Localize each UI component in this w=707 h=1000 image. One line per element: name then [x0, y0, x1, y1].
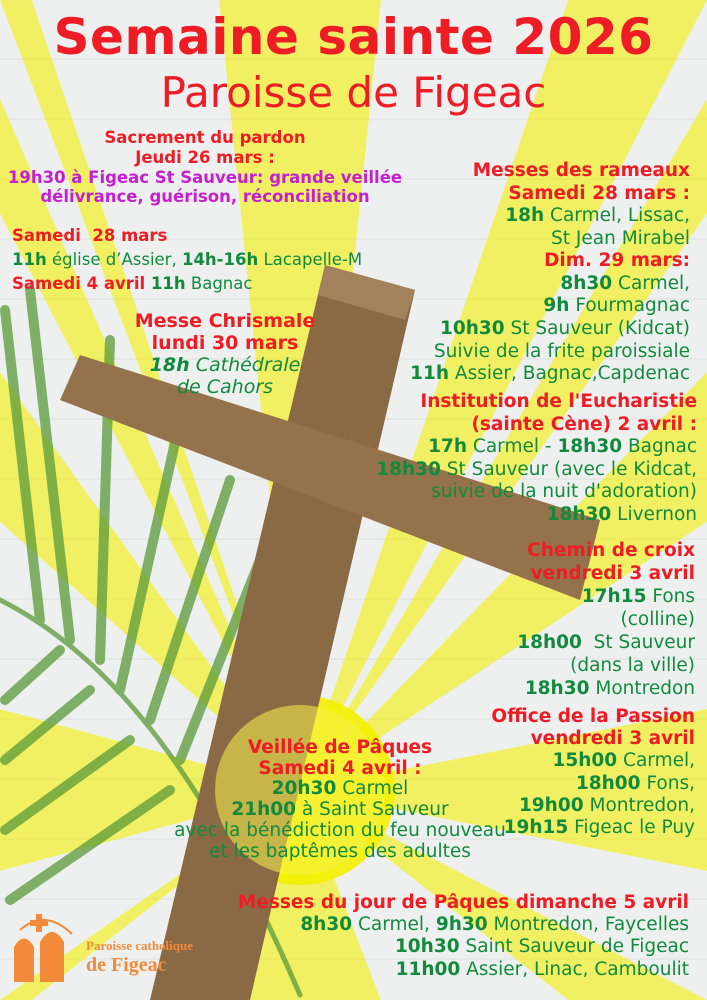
- time-text: 8h30: [300, 914, 353, 936]
- time-text: 8h30: [560, 272, 613, 294]
- schedule-line: [238, 936, 689, 958]
- schedule-line: [517, 655, 695, 678]
- schedule-text: et les baptêmes des adultes: [209, 840, 471, 862]
- schedule-line: [517, 563, 695, 586]
- schedule-text: Institution de l'Eucharistie: [420, 391, 697, 412]
- time-text: 18h30: [557, 436, 623, 458]
- time-text: 18h: [149, 353, 190, 376]
- schedule-text: St Jean Mirabel: [551, 227, 690, 249]
- time-text: 15h00: [552, 750, 618, 772]
- schedule-text: Dim. 29 mars:: [544, 250, 690, 272]
- schedule-text: Carmel,: [617, 750, 695, 772]
- schedule-text: Figeac le Puy: [568, 816, 695, 838]
- schedule-text: Cathédrale: [189, 353, 301, 376]
- time-text: 18h30: [524, 677, 590, 699]
- schedule-text: Jeudi 26 mars :: [135, 147, 275, 167]
- church-cross-icon: [10, 912, 80, 992]
- schedule-line: [12, 224, 362, 248]
- time-text: 17h15: [581, 585, 647, 607]
- schedule-line: [238, 914, 689, 936]
- schedule-line: [0, 187, 410, 207]
- schedule-line: [517, 632, 695, 655]
- schedule-text: Messes des rameaux: [472, 160, 690, 181]
- schedule-text: Fons: [646, 585, 695, 607]
- schedule-text: Fons,: [640, 772, 695, 794]
- schedule-line: [517, 609, 695, 632]
- schedule-text: St Sauveur (Kidcat): [504, 317, 690, 339]
- schedule-text: Sacrement du pardon: [104, 128, 306, 147]
- schedule-line: [140, 821, 540, 842]
- schedule-text: Carmel,: [352, 914, 436, 936]
- schedule-text: Montredon, Faycelles: [487, 914, 689, 936]
- schedule-text: Carmel,: [612, 272, 690, 294]
- schedule-line: [410, 160, 690, 183]
- schedule-line: [238, 892, 689, 914]
- schedule-line: [12, 248, 362, 272]
- schedule-line: [376, 391, 697, 414]
- schedule-line: [90, 333, 360, 355]
- schedule-text: vendredi 3 avril: [530, 728, 695, 750]
- paques-section: [238, 892, 689, 981]
- schedule-text: avec la bénédiction du feu nouveau: [174, 819, 506, 841]
- schedule-text: Carmel: [336, 778, 409, 800]
- time-text: 19h00: [518, 794, 584, 816]
- schedule-line: [410, 228, 690, 251]
- schedule-line: [410, 273, 690, 296]
- chemin-de-croix-section: [517, 540, 695, 701]
- schedule-text: Chemin de croix: [527, 540, 695, 561]
- rameaux-section: [410, 160, 690, 386]
- chrismale-section: [90, 311, 360, 398]
- time-text: 10h30: [394, 936, 460, 958]
- schedule-text: Messe Chrismale: [134, 310, 316, 332]
- schedule-line: [90, 377, 360, 399]
- time-text: 18h30: [376, 458, 441, 480]
- schedule-line: [410, 295, 690, 318]
- time-text: 18h00: [517, 631, 582, 653]
- schedule-line: [376, 459, 697, 482]
- schedule-line: [140, 842, 540, 863]
- schedule-line: [517, 540, 695, 563]
- time-text: 11h: [410, 363, 450, 385]
- poster-subtitle: Paroisse de Figeac: [160, 68, 547, 117]
- schedule-text: Assier, Bagnac,Capdenac: [449, 363, 690, 385]
- time-text: 18h30: [546, 503, 612, 525]
- time-text: 11h00: [395, 958, 461, 980]
- schedule-line: [410, 363, 690, 386]
- time-text: 9h30: [435, 914, 488, 936]
- schedule-text: Montredon: [589, 677, 695, 699]
- schedule-line: [376, 481, 697, 504]
- schedule-text: Samedi 4 avril :: [258, 757, 422, 779]
- time-text: 18h00: [575, 772, 641, 794]
- schedule-line: [90, 355, 360, 377]
- schedule-line: [376, 436, 697, 459]
- schedule-line: [140, 800, 540, 821]
- schedule-line: [140, 779, 540, 800]
- schedule-text: Livernon: [611, 503, 697, 525]
- pardon-dates-section: [12, 224, 362, 296]
- time-text: 11h: [12, 249, 47, 269]
- schedule-line: [517, 678, 695, 701]
- schedule-text: Samedi 4 avril: [12, 273, 151, 293]
- schedule-text: Saint Sauveur de Figeac: [459, 936, 689, 958]
- schedule-line: [410, 183, 690, 206]
- eucharistie-section: [376, 391, 697, 526]
- schedule-text: Fourmagnac: [569, 295, 690, 317]
- schedule-line: [410, 341, 690, 364]
- schedule-line: [238, 959, 689, 981]
- schedule-line: [376, 414, 697, 437]
- schedule-line: [491, 706, 695, 728]
- schedule-text: 19h30 à Figeac St Sauveur: grande veillée: [7, 167, 403, 187]
- schedule-text: suivie de la nuit d'adoration): [431, 481, 697, 503]
- schedule-text: Messes du jour de Pâques dimanche 5 avril: [237, 892, 689, 913]
- logo-text: de Figeac: [86, 954, 167, 976]
- schedule-text: Suivie de la frite paroissiale: [433, 340, 690, 362]
- time-text: 19h15: [503, 816, 569, 838]
- schedule-text: Office de la Passion: [491, 706, 695, 727]
- schedule-text: église d’Assier,: [46, 249, 182, 269]
- pardon-section: [0, 128, 410, 207]
- schedule-line: [90, 311, 360, 333]
- schedule-text: vendredi 3 avril: [530, 562, 695, 584]
- time-text: 21h00: [231, 799, 296, 821]
- time-text: 14h-16h: [181, 249, 259, 269]
- schedule-line: [376, 504, 697, 527]
- schedule-text: (sainte Cène) 2 avril :: [471, 413, 697, 435]
- veillee-section: [140, 738, 540, 862]
- schedule-line: [12, 272, 362, 296]
- schedule-line: [0, 128, 410, 148]
- schedule-text: Montredon,: [583, 794, 695, 816]
- schedule-line: [410, 318, 690, 341]
- schedule-text: Bagnac: [185, 273, 253, 293]
- schedule-text: Samedi 28 mars: [12, 226, 168, 245]
- parish-logo: [10, 912, 230, 992]
- schedule-text: de Cahors: [176, 375, 274, 398]
- schedule-line: [140, 738, 540, 759]
- schedule-line: [410, 205, 690, 228]
- time-text: 20h30: [271, 778, 337, 800]
- schedule-line: [140, 759, 540, 780]
- schedule-text: Bagnac: [622, 436, 697, 458]
- schedule-text: Assier, Linac, Camboulit: [460, 958, 689, 980]
- schedule-line: [517, 586, 695, 609]
- time-text: 17h: [428, 436, 468, 458]
- schedule-text: (colline): [620, 608, 695, 630]
- schedule-text: Veillée de Pâques: [247, 737, 433, 758]
- schedule-text: Carmel -: [467, 436, 558, 458]
- schedule-text: (dans la ville): [570, 654, 695, 676]
- time-text: 9h: [543, 295, 570, 317]
- schedule-text: Samedi 28 mars :: [508, 182, 690, 204]
- schedule-line: [410, 250, 690, 273]
- schedule-text: St Sauveur (avec le Kidcat,: [440, 458, 697, 480]
- schedule-text: délivrance, guérison, réconciliation: [40, 187, 370, 207]
- schedule-line: [0, 168, 410, 188]
- schedule-text: St Sauveur: [581, 631, 695, 653]
- schedule-line: [0, 148, 410, 168]
- poster-title: Semaine sainte 2026: [53, 8, 654, 66]
- schedule-text: Carmel, Lissac,: [544, 205, 690, 227]
- schedule-text: à Saint Sauveur: [296, 799, 449, 821]
- logo-text: Paroisse catholique: [86, 938, 194, 953]
- schedule-text: Lacapelle-M: [258, 249, 363, 269]
- time-text: 10h30: [440, 317, 505, 339]
- time-text: 18h: [505, 205, 545, 227]
- time-text: 11h: [150, 273, 186, 293]
- schedule-text: lundi 30 mars: [151, 331, 299, 354]
